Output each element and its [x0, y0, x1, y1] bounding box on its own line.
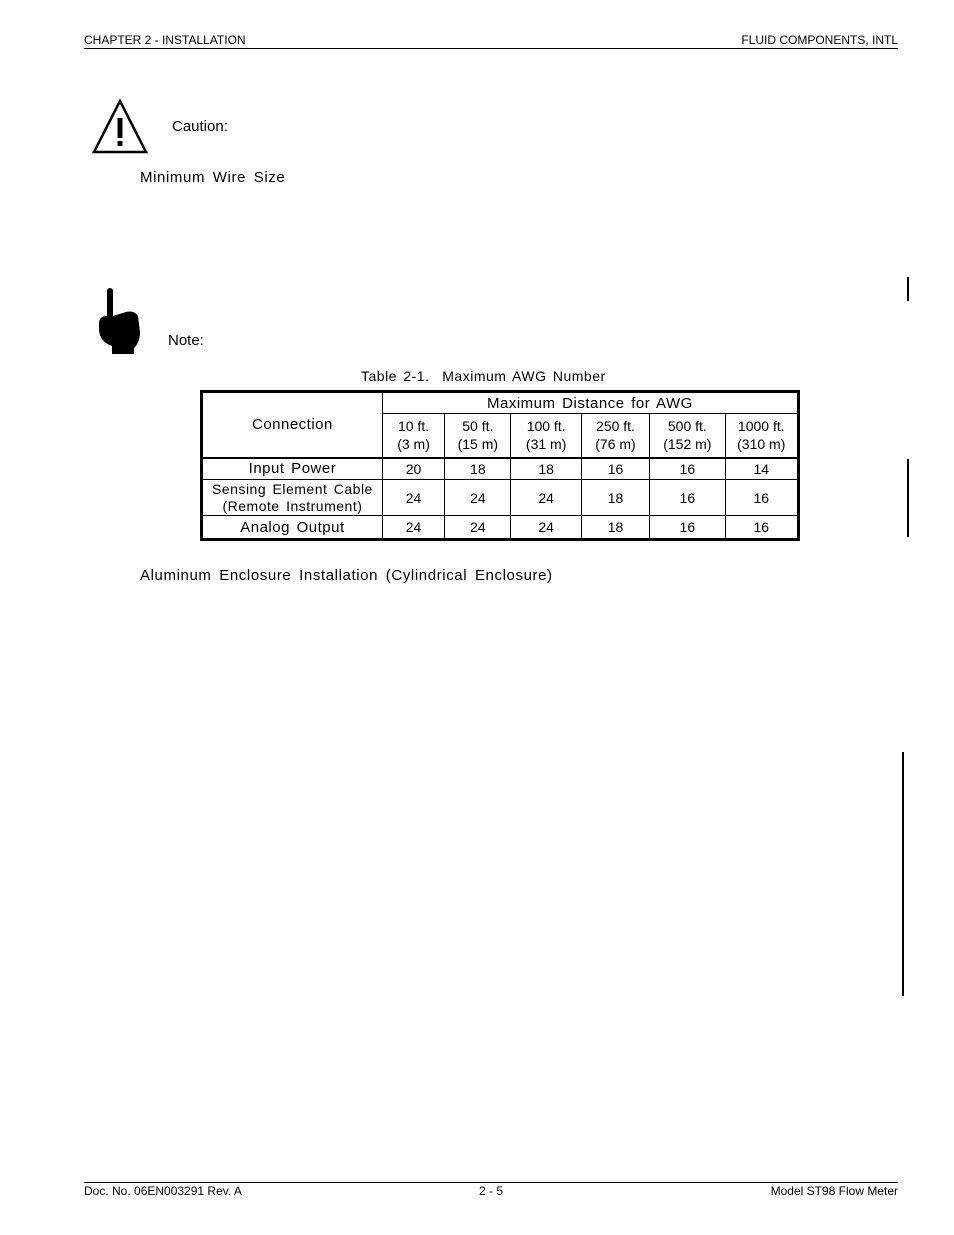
distance-header: 250 ft. (76 m) [581, 414, 649, 458]
awg-table [200, 390, 800, 541]
distance-header: 100 ft. (31 m) [511, 414, 581, 458]
header-rule [84, 48, 898, 49]
change-bar [902, 752, 904, 996]
row-label: Sensing Element Cable (Remote Instrument) [202, 480, 383, 516]
distance-header: 500 ft. (152 m) [650, 414, 725, 458]
table-cell: 24 [511, 480, 581, 516]
table-cell: 18 [445, 458, 511, 480]
header-left: CHAPTER 2 - INSTALLATION [84, 33, 246, 47]
footer-rule [84, 1182, 898, 1183]
warning-triangle-icon [92, 98, 148, 154]
pointing-hand-icon [96, 286, 142, 356]
row-label: Analog Output [202, 516, 383, 540]
table-cell: 24 [445, 516, 511, 540]
change-bar [907, 277, 909, 301]
footer-doc-number: Doc. No. 06EN003291 Rev. A [84, 1184, 242, 1198]
table-cell: 14 [725, 458, 798, 480]
change-bar [907, 459, 909, 537]
distance-header: 50 ft. (15 m) [445, 414, 511, 458]
table-row [202, 458, 799, 480]
table-row [202, 480, 799, 516]
table-caption: Table 2-1. Maximum AWG Number [361, 368, 606, 384]
table-cell: 16 [650, 480, 725, 516]
note-label: Note: [168, 332, 204, 349]
table-cell: 18 [581, 516, 649, 540]
table-cell: 16 [725, 480, 798, 516]
connection-header: Connection [202, 392, 383, 458]
table-cell: 24 [382, 516, 444, 540]
section-title-minimum-wire-size: Minimum Wire Size [140, 169, 286, 186]
table-cell: 16 [650, 516, 725, 540]
distance-header: 10 ft. (3 m) [382, 414, 444, 458]
table-cell: 20 [382, 458, 444, 480]
row-label: Input Power [202, 458, 383, 480]
footer-model: Model ST98 Flow Meter [770, 1184, 898, 1198]
distance-header: 1000 ft. (310 m) [725, 414, 798, 458]
header-right: FLUID COMPONENTS, INTL [741, 33, 898, 47]
table-row [202, 516, 799, 540]
footer-page-number: 2 - 5 [479, 1184, 504, 1198]
caution-label: Caution: [172, 118, 228, 135]
table-cell: 18 [581, 480, 649, 516]
table-cell: 24 [511, 516, 581, 540]
table-cell: 24 [445, 480, 511, 516]
table-cell: 18 [511, 458, 581, 480]
table-cell: 16 [581, 458, 649, 480]
section-title-aluminum-enclosure: Aluminum Enclosure Installation (Cylindrical Enclosure) [140, 567, 553, 584]
table-cell: 24 [382, 480, 444, 516]
table-cell: 16 [725, 516, 798, 540]
table-cell: 16 [650, 458, 725, 480]
distance-group-header: Maximum Distance for AWG [382, 392, 798, 414]
